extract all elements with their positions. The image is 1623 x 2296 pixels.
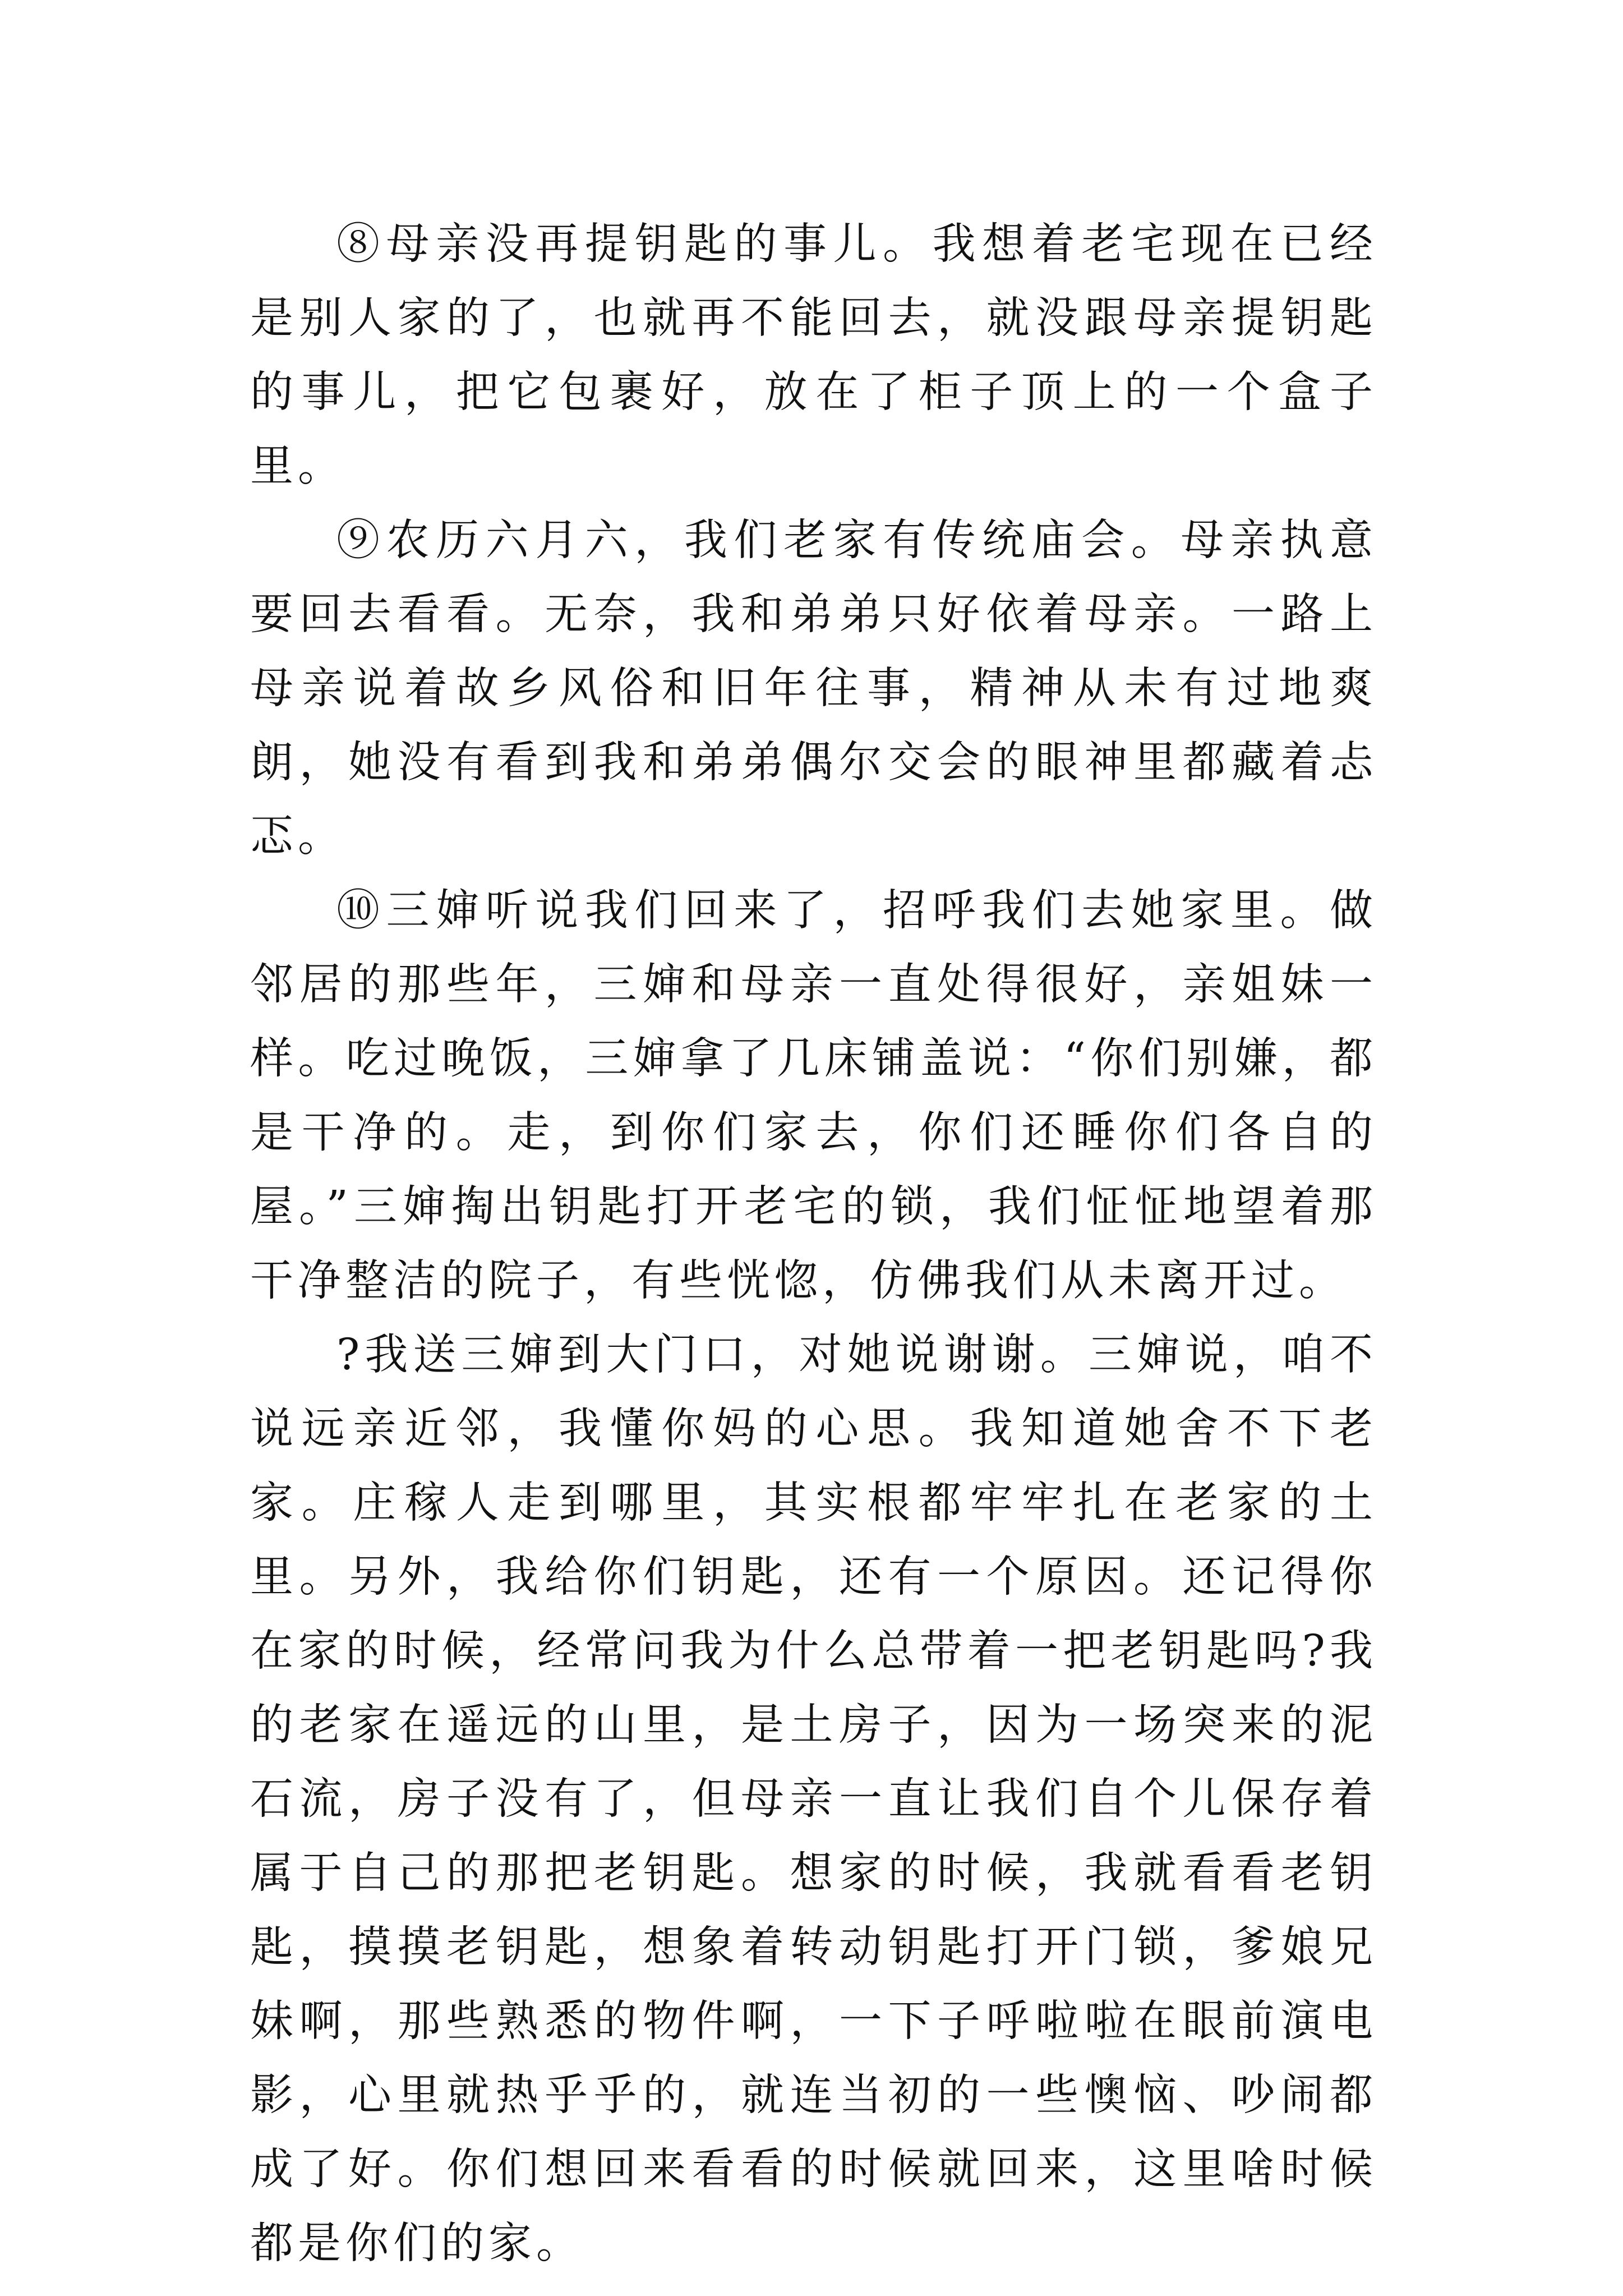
- paragraph-11: ?我送三婶到大门口，对她说谢谢。三婶说，咱不说远亲近邻，我懂你妈的心思。我知道她舍不下老家。庄稼人走到哪里，其实根都牢牢扎在老家的土里。另外，我给你们钥匙，还有一个原因。还记得你在家的时候，经常问我为什么总带着一把老钥匙吗?我的老家在遥远的山里，是土房子，因为一场突来的泥石流，房子没有了，但母亲一直让我们自个儿保存着属于自己的那把老钥匙。想家的时候，我就看看老钥匙，摸摸老钥匙，想象着转动钥匙打开门锁，爹娘兄妹啊，那些熟悉的物件啊，一下子呼啦啦在眼前演电影，心里就热乎乎的，就连当初的一些懊恼、吵闹都成了好。你们想回来看看的时候就回来，这里啥时候都是你们的家。: [250, 1330, 1377, 2269]
- paragraph-9: ⑨农历六月六，我们老家有传统庙会。母亲执意要回去看看。无奈，我和弟弟只好依着母亲。一路上母亲说着故乡风俗和旧年往事，精神从未有过地爽朗，她没有看到我和弟弟偶尔交会的眼神里都藏着忐忑。: [250, 516, 1377, 862]
- paragraph-8: ⑧母亲没再提钥匙的事儿。我想着老宅现在已经是别人家的了，也就再不能回去，就没跟母亲提钥匙的事儿，把它包裹好，放在了柜子顶上的一个盒子里。: [250, 219, 1377, 491]
- article-body: [250, 208, 1377, 2281]
- paragraph-10: ⑩三婶听说我们回来了，招呼我们去她家里。做邻居的那些年，三婶和母亲一直处得很好，亲姐妹一样。吃过晚饭，三婶拿了几床铺盖说：“你们别嫌，都是干净的。走，到你们家去，你们还睡你们各自的屋。”三婶掏出钥匙打开老宅的锁，我们怔怔地望着那干净整洁的院子，有些恍惚，仿佛我们从未离开过。: [250, 886, 1377, 1306]
